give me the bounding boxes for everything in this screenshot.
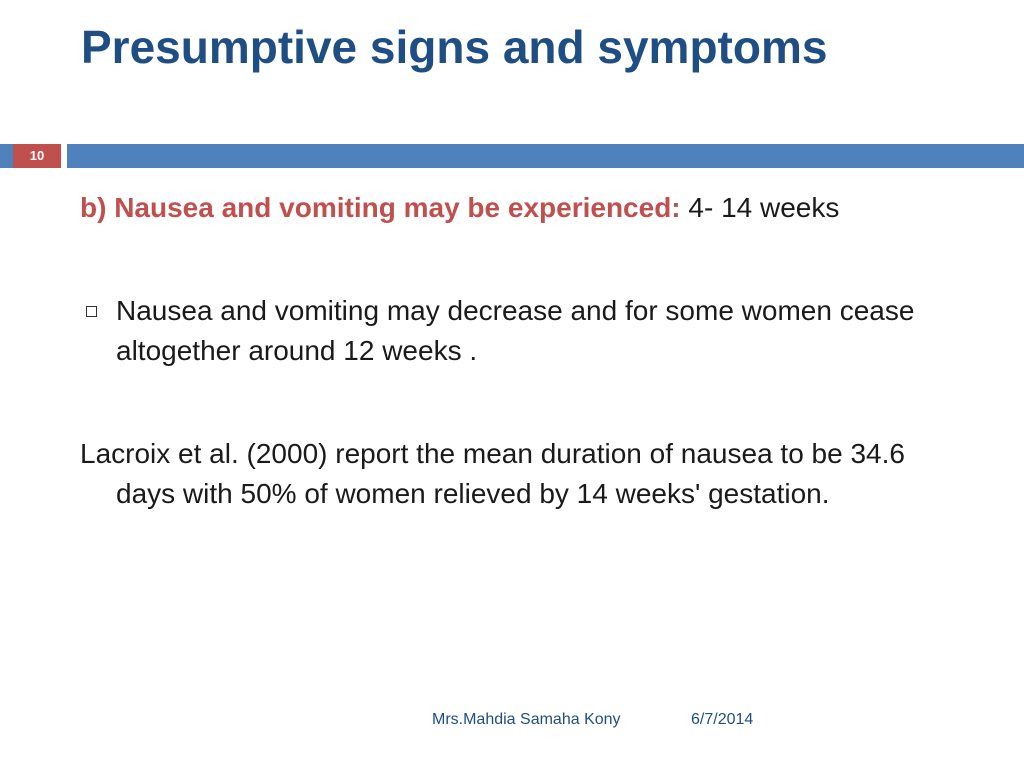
point-b-lead: b) Nausea and vomiting may be experienced: [80, 192, 681, 223]
point-b-rest: 4- 14 weeks [680, 192, 840, 223]
bullet-item [80, 291, 970, 371]
point-b-paragraph [80, 188, 970, 228]
hollow-square-bullet-icon [86, 306, 97, 317]
slide-content [80, 188, 970, 514]
title-accent-bar [67, 144, 1024, 168]
footer-date: 6/7/2014 [691, 711, 754, 728]
citation-paragraph: Lacroix et al. (2000) report the mean duration of nausea to be 34.6 days with 50% of women relieved by 14 weeks' gestation. [80, 438, 905, 509]
slide-number: 10 [13, 144, 61, 168]
slide-title: Presumptive signs and symptoms [81, 21, 828, 73]
footer-author: Mrs.Mahdia Samaha Kony [432, 711, 621, 728]
title-accent-bar-left [0, 144, 13, 168]
bullet-text: Nausea and vomiting may decrease and for some women cease altogether around 12 weeks . [116, 295, 915, 366]
